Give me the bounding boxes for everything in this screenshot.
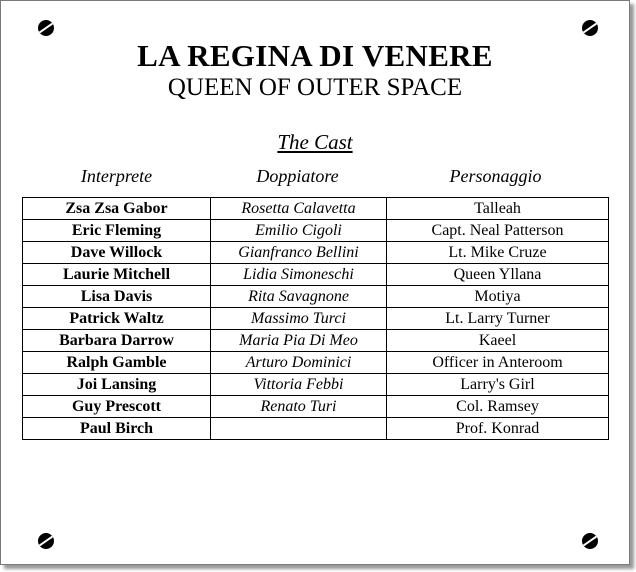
dubber-cell: Vittoria Febbi — [211, 374, 387, 396]
dubber-cell: Gianfranco Bellini — [211, 242, 387, 264]
character-cell: Prof. Konrad — [387, 418, 609, 440]
column-header-character: Personaggio — [449, 166, 542, 186]
table-row — [23, 220, 609, 242]
dubber-cell: Renato Turi — [211, 396, 387, 418]
actor-cell: Patrick Waltz — [23, 308, 211, 330]
table-row — [23, 242, 609, 264]
table-row — [23, 264, 609, 286]
column-header-actor: Interprete — [80, 166, 153, 186]
dubber-cell: Rosetta Calavetta — [211, 198, 387, 220]
actor-cell: Paul Birch — [23, 418, 211, 440]
table-row — [23, 308, 609, 330]
character-cell: Motiya — [387, 286, 609, 308]
film-title: LA REGINA DI VENERE — [137, 38, 493, 73]
actor-cell: Guy Prescott — [23, 396, 211, 418]
table-row — [23, 330, 609, 352]
dubber-cell: Arturo Dominici — [211, 352, 387, 374]
table-row — [23, 418, 609, 440]
character-cell: Col. Ramsey — [387, 396, 609, 418]
actor-cell: Laurie Mitchell — [23, 264, 211, 286]
dubber-cell: Massimo Turci — [211, 308, 387, 330]
table-row — [23, 396, 609, 418]
actor-cell: Lisa Davis — [23, 286, 211, 308]
actor-cell: Joi Lansing — [23, 374, 211, 396]
character-cell: Larry's Girl — [387, 374, 609, 396]
actor-cell: Zsa Zsa Gabor — [23, 198, 211, 220]
table-row — [23, 374, 609, 396]
table-row — [23, 352, 609, 374]
character-cell: Officer in Anteroom — [387, 352, 609, 374]
screw-icon — [582, 533, 598, 549]
cast-table — [22, 197, 609, 440]
screw-icon — [38, 533, 54, 549]
character-cell: Kaeel — [387, 330, 609, 352]
column-header-dubber: Doppiatore — [256, 166, 339, 186]
character-cell: Queen Yllana — [387, 264, 609, 286]
character-cell: Lt. Mike Cruze — [387, 242, 609, 264]
actor-cell: Barbara Darrow — [23, 330, 211, 352]
actor-cell: Ralph Gamble — [23, 352, 211, 374]
table-row — [23, 286, 609, 308]
film-subtitle: QUEEN OF OUTER SPACE — [167, 74, 463, 101]
screw-icon — [582, 20, 598, 36]
dubber-cell: Maria Pia Di Meo — [211, 330, 387, 352]
character-cell: Talleah — [387, 198, 609, 220]
dubber-cell: Lidia Simoneschi — [211, 264, 387, 286]
dubber-cell: Rita Savagnone — [211, 286, 387, 308]
character-cell: Lt. Larry Turner — [387, 308, 609, 330]
screw-icon — [38, 20, 54, 36]
actor-cell: Eric Fleming — [23, 220, 211, 242]
dubber-cell — [211, 418, 387, 440]
cast-heading-label: The Cast — [277, 130, 353, 154]
table-row — [23, 198, 609, 220]
character-cell: Capt. Neal Patterson — [387, 220, 609, 242]
cast-heading — [1, 129, 629, 155]
dubber-cell: Emilio Cigoli — [211, 220, 387, 242]
actor-cell: Dave Willock — [23, 242, 211, 264]
